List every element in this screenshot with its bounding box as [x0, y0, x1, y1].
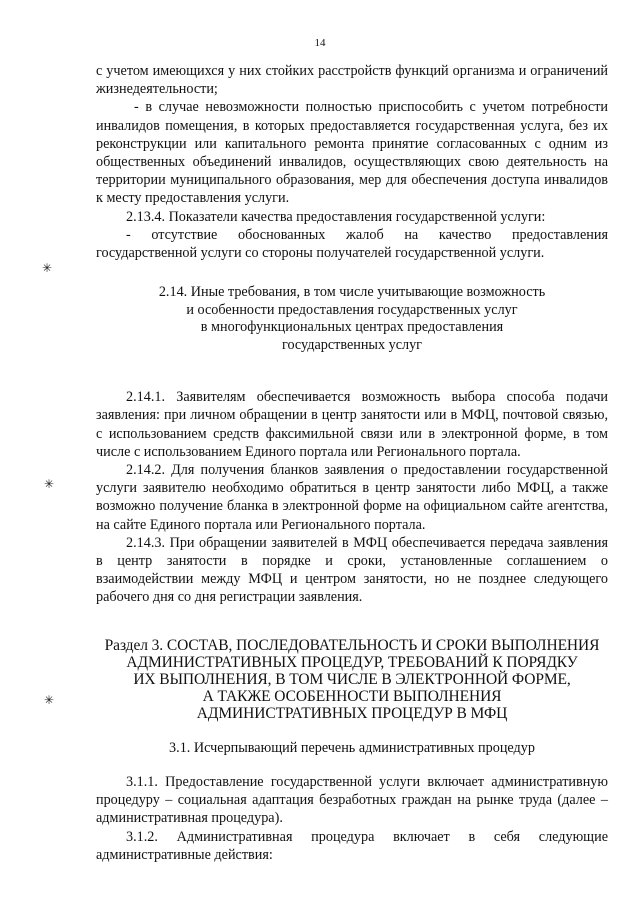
paragraph: - отсутствие обоснованных жалоб на качество предоставления государственной услуги со стороны получателей государственной услуги.	[96, 226, 608, 262]
heading-line: Раздел 3. СОСТАВ, ПОСЛЕДОВАТЕЛЬНОСТЬ И СРОКИ ВЫПОЛНЕНИЯ	[104, 636, 600, 654]
section-heading-3	[96, 637, 608, 723]
heading-line: АДМИНИСТРАТИВНЫХ ПРОЦЕДУР, ТРЕБОВАНИЙ К ПОРЯДКУ	[126, 653, 578, 671]
paragraph: - в случае невозможности полностью приспособить с учетом потребности инвалидов помещения, в которых предоставляется государственная услуга, без их реконструкции или капитального ремонта принятие согласованных с одним из общественных объединений инвалидов, осуществляющих свою деятельность на территории муниципального образования, мер для обеспечения доступа инвалидов к месту предоставления услуги.	[96, 99, 608, 207]
paragraph: 3.1.1. Предоставление государственной услуги включает административную процедуру – социальная адаптация безработных граждан на рынке труда (далее – административная процедура).	[96, 773, 608, 827]
heading-line: ИХ ВЫПОЛНЕНИЯ, В ТОМ ЧИСЛЕ В ЭЛЕКТРОННОЙ ФОРМЕ,	[133, 671, 571, 689]
paragraph: 2.14.1. Заявителям обеспечивается возможность выбора способа подачи заявления: при личном обращении в центр занятости или в МФЦ, почтовой связью, с использованием средств факсимильной связи или в электронной форме, в том числе с использованием Единого портала или Регионального портала.	[96, 389, 608, 460]
page-number: 14	[314, 37, 326, 49]
heading-line: А ТАКЖЕ ОСОБЕННОСТИ ВЫПОЛНЕНИЯ	[202, 688, 502, 706]
subsection-heading-3-1: 3.1. Исчерпывающий перечень административных процедур	[169, 739, 535, 756]
paragraph: 3.1.2. Административная процедура включает в себя следующие административные действия:	[96, 828, 608, 863]
heading-line: и особенности предоставления государственных услуг	[186, 301, 518, 318]
paragraph: 2.14.3. При обращении заявителей в МФЦ обеспечивается передача заявления в центр занятости в порядке и сроки, установленные соглашением о взаимодействии между МФЦ и центром занятости, но не позднее следующего рабочего дня со дня регистрации заявления.	[96, 534, 608, 606]
binding-hole-mark-top: ✳	[42, 261, 53, 275]
binding-hole-mark-middle: ✳	[44, 477, 55, 491]
paragraph: 2.14.2. Для получения бланков заявления о предоставлении государственной услуги заявителю необходимо обратиться в центр занятости либо МФЦ, а также возможно получение бланка в электронной форме на официальном сайте агентства, на сайте Единого портала или Регионального портала.	[96, 462, 608, 533]
binding-hole-mark-bottom: ✳	[44, 693, 55, 707]
section-heading-2-14	[96, 284, 608, 354]
heading-line: государственных услуг	[282, 336, 422, 353]
heading-line: 2.14. Иные требования, в том числе учитывающие возможность	[158, 284, 546, 301]
heading-line: АДМИНИСТРАТИВНЫХ ПРОЦЕДУР В МФЦ	[196, 705, 508, 723]
paragraph: с учетом имеющихся у них стойких расстройств функций организма и ограничений жизнедеятельности;	[96, 63, 608, 98]
document-body	[96, 62, 608, 864]
paragraph: 2.13.4. Показатели качества предоставления государственной услуги:	[126, 208, 546, 225]
heading-line: в многофункциональных центрах предоставления	[200, 319, 504, 336]
